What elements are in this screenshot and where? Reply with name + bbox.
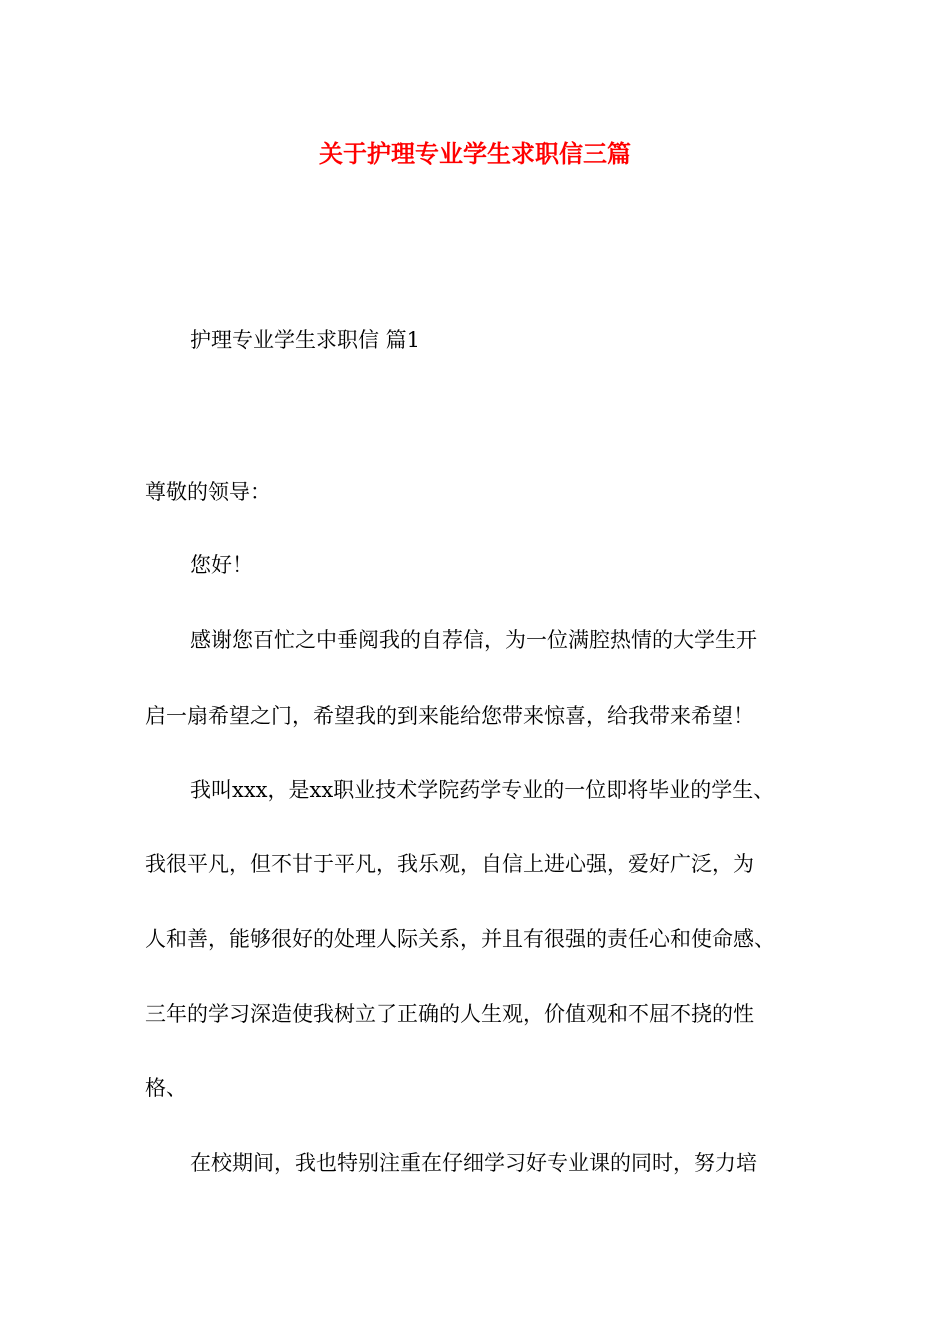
- body-line: 在校期间，我也特别注重在仔细学习好专业课的同时，努力培: [190, 1151, 757, 1175]
- body-line: 启一扇希望之门，希望我的到来能给您带来惊喜，给我带来希望！: [145, 704, 754, 728]
- body-line: 我叫xxx，是xx职业技术学院药学专业的一位即将毕业的学生、: [190, 778, 775, 802]
- body-line: 三年的学习深造使我树立了正确的人生观，价值观和不屈不挠的性: [145, 1002, 754, 1026]
- body-line: 感谢您百忙之中垂阅我的自荐信，为一位满腔热情的大学生开: [190, 628, 757, 652]
- section-heading: 护理专业学生求职信 篇1: [190, 328, 421, 352]
- salutation: 尊敬的领导：: [145, 480, 271, 504]
- body-line: 人和善，能够很好的处理人际关系，并且有很强的责任心和使命感、: [145, 927, 775, 951]
- body-line: 我很平凡，但不甘于平凡，我乐观，自信上进心强，爱好广泛，为: [145, 852, 754, 876]
- document-title: 关于护理专业学生求职信三篇: [319, 139, 631, 168]
- greeting: 您好！: [190, 553, 253, 577]
- body-line: 格、: [145, 1076, 187, 1100]
